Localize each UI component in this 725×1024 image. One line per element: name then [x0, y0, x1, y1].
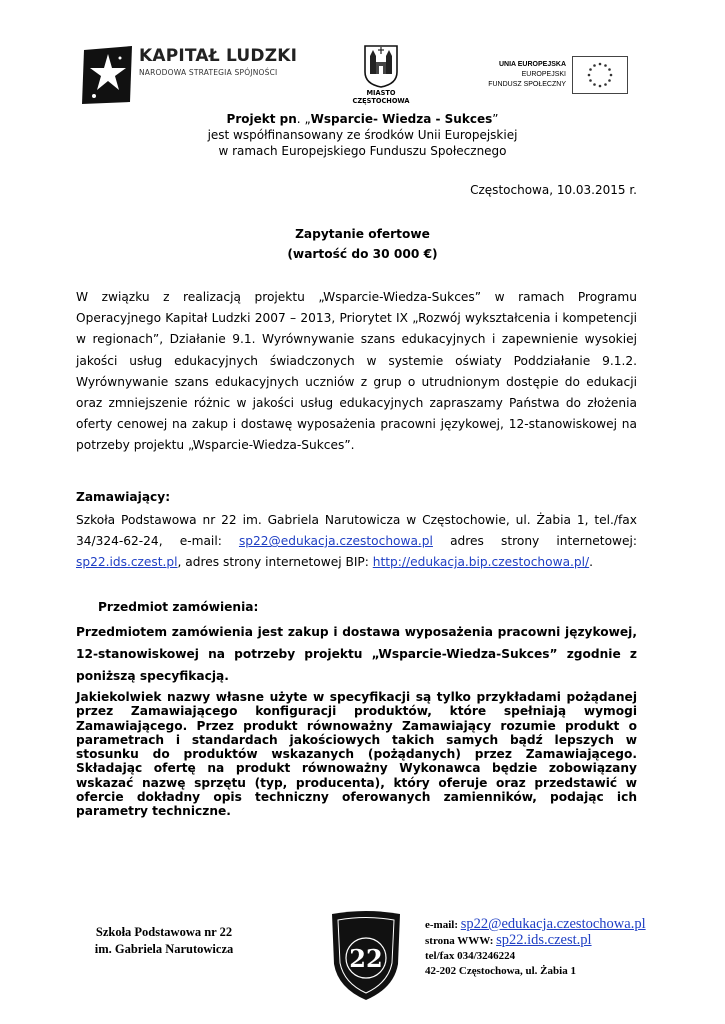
kapital-ludzki-star-icon [80, 44, 136, 106]
eu-logo-text [476, 60, 566, 90]
project-prefix: Projekt pn [226, 112, 297, 126]
footer-www-row [425, 933, 685, 949]
footer-address: 42-202 Częstochowa, ul. Żabia 1 [425, 965, 576, 977]
kapital-ludzki-subtitle: NARODOWA STRATEGIA SPÓJNOŚCI [139, 68, 278, 77]
eu-line3: FUNDUSZ SPOŁECZNY [488, 81, 566, 88]
project-name-close: ” [492, 112, 499, 126]
eu-stars-icon [573, 57, 627, 93]
eu-star-icon [593, 64, 596, 67]
project-name-open: „ [300, 112, 311, 126]
eu-logo [476, 56, 630, 96]
kapital-ludzki-title: KAPITAŁ LUDZKI [139, 46, 298, 66]
footer-school-line1: Szkoła Podstawowa nr 22 [95, 925, 233, 939]
eu-line1: UNIA EUROPEJSKA [498, 61, 566, 68]
city-name-line1: MIASTO [366, 89, 396, 97]
kapital-ludzki-logo [80, 44, 298, 106]
footer-school-line2: im. Gabriela Narutowicza [94, 942, 234, 956]
project-dot: . [296, 112, 301, 126]
eu-star-icon [599, 85, 602, 88]
school-badge-logo [326, 908, 406, 1004]
eu-flag-icon [572, 56, 628, 94]
project-cofinance-line: jest współfinansowany ze środków Unii Europejskiej [207, 128, 518, 142]
footer-email-row [425, 917, 685, 933]
footer-tel: tel/fax 034/3246224 [425, 950, 516, 962]
zamawiajacy-heading: Zamawiający: [76, 490, 171, 504]
eu-star-icon [589, 68, 592, 71]
footer-school-name [84, 924, 244, 958]
footer-www-link[interactable]: sp22.ids.czest.pl [496, 932, 592, 948]
document-value-limit: (wartość do 30 000 €) [287, 247, 438, 261]
specification-note: Jakiekolwiek nazwy własne użyte w specyfikacji są tylko przykładami pożądanej przez Zamawiającego konfiguracji produktów, które spełniają wymogi Zamawiającego. Przez produkt równoważny Zamawiający rozumie produkt o parametrach i standardach jakościowych takich samych bądź lepszych w stosunku do produktów wskazanych (pożądanych) przez Zamawiającego. Składając ofertę na produkt równoważny Wykonawca będzie zobowiązany wskazać nazwę sprzętu (typ, producenta), który oferuje oraz przedstawić w ofercie dokładny opis techniczny oferowanych zamienników, podając ich parametry techniczne. [76, 690, 637, 819]
school-email-link[interactable]: sp22@edukacja.czestochowa.pl [238, 534, 433, 549]
footer-email-link[interactable]: sp22@edukacja.czestochowa.pl [460, 916, 646, 932]
city-crest-icon [363, 44, 399, 88]
document-date: Częstochowa, 10.03.2015 r. [470, 183, 637, 197]
intro-paragraph: W związku z realizacją projektu „Wsparcie-Wiedza-Sukces” w ramach Programu Operacyjnego Kapitał Ludzki 2007 – 2013, Priorytet IX „Rozwój wykształcenia i kompetencji w regionach”, Działanie 9.1. Wyrównywanie szans edukacyjnych i zapewnienie wysokiej jakości usług edukacyjnych świadczonych w systemie oświaty Poddziałanie 9.1.2. Wyrównywanie szans edukacyjnych uczniów z grup o utrudnionym dostępie do edukacji oraz zmniejszenie różnic w jakości usług edukacyjnych zapraszamy Państwa do złożenia oferty cenowej na zakup i dostawę wyposażenia pracowni językowej, 12-stanowiskowej na potrzeby projektu „Wsparcie-Wiedza-Sukces”. [76, 290, 637, 453]
city-name [350, 89, 412, 105]
eu-star-icon [593, 83, 596, 86]
document-title: Zapytanie ofertowe [295, 227, 430, 241]
bip-link[interactable]: http://edukacja.bip.czestochowa.pl/ [372, 555, 590, 570]
school-website-link[interactable]: sp22.ids.czest.pl [76, 555, 178, 570]
eu-star-icon [589, 79, 592, 82]
czestochowa-city-logo [350, 44, 412, 110]
zamawiajacy-text-d: . [589, 555, 594, 570]
project-name: Wsparcie- Wiedza - Sukces [310, 112, 493, 126]
eu-line2: EUROPEJSKI [521, 71, 566, 78]
eu-star-icon [604, 64, 607, 67]
eu-star-icon [610, 74, 613, 77]
zamawiajacy-text-c: , adres strony internetowej BIP: [177, 555, 373, 570]
zamawiajacy-details [76, 510, 637, 574]
city-name-line2: CZĘSTOCHOWA [352, 97, 410, 105]
eu-star-icon [588, 74, 591, 77]
przedmiot-body: Przedmiotem zamówienia jest zakup i dostawa wyposażenia pracowni językowej, 12-stanowiskowej na potrzeby projektu „Wsparcie-Wiedza-Sukces” zgodnie z poniższą specyfikacją. [76, 625, 637, 683]
zamawiajacy-text-b: adres strony internetowej: [432, 534, 637, 549]
eu-star-icon [599, 63, 602, 66]
eu-star-icon [608, 79, 611, 82]
project-fund-line: w ramach Europejskiego Funduszu Społecznego [218, 144, 507, 158]
zamawiajacy-text-a: Szkoła Podstawowa nr 22 im. Gabriela Narutowicza w Częstochowie, ul. Żabia 1, tel./fax 34/324-62-24, e-mail: [76, 513, 637, 549]
project-line [0, 112, 725, 126]
badge-number: 22 [349, 944, 383, 973]
eu-star-icon [608, 68, 611, 71]
eu-star-icon [604, 83, 607, 86]
footer-www-label: strona WWW: [425, 935, 497, 947]
footer-email-label: e-mail: [425, 919, 461, 931]
przedmiot-heading: Przedmiot zamówienia: [98, 600, 259, 614]
school-badge-icon [326, 908, 406, 1004]
footer-contact [425, 917, 685, 979]
